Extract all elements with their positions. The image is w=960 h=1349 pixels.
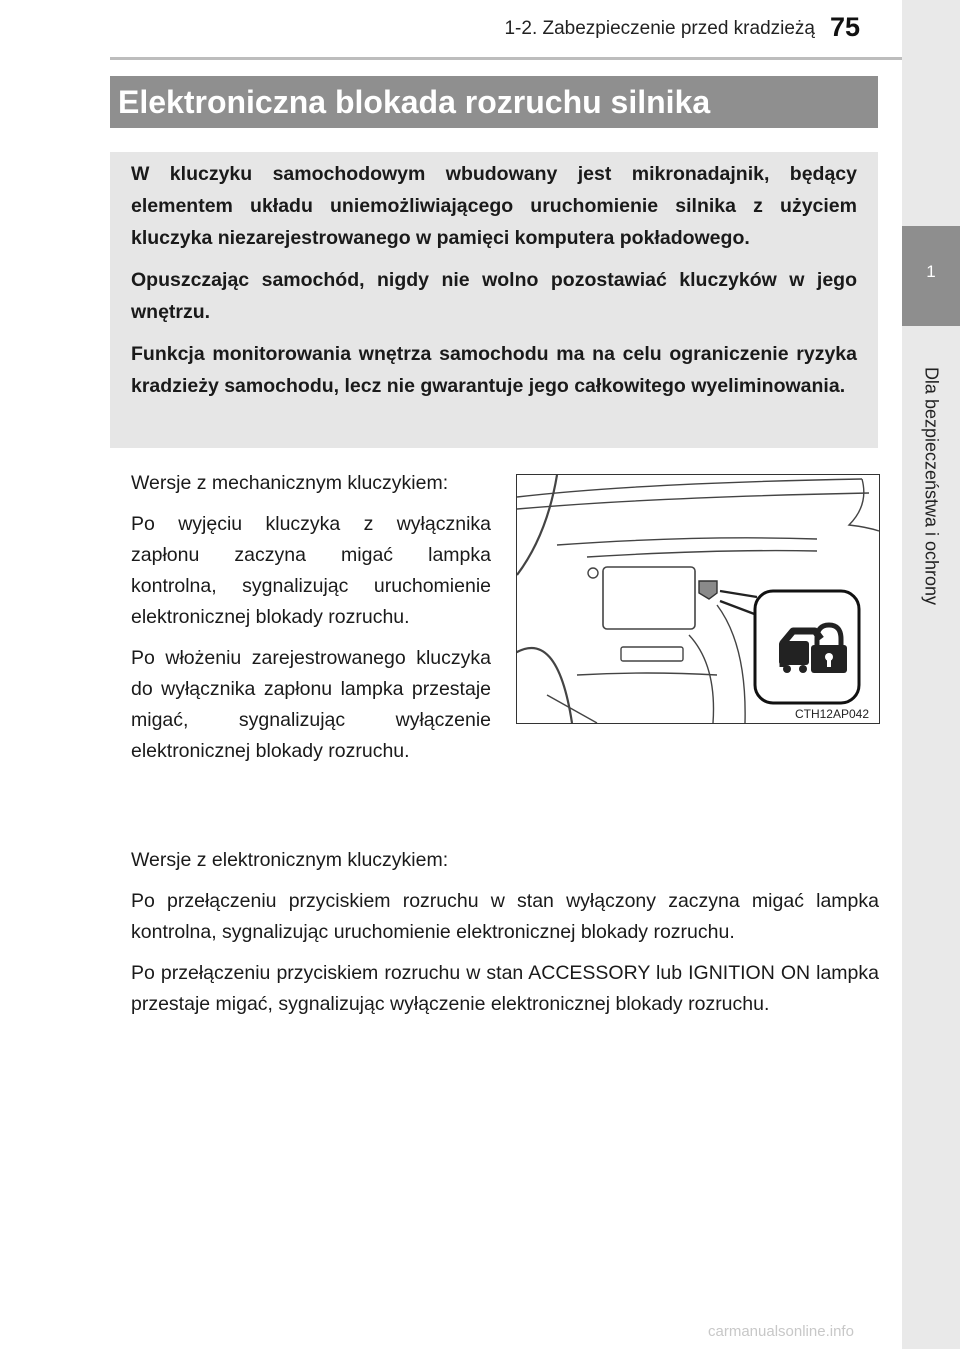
header-rule (110, 57, 902, 60)
body-paragraph: Po wyjęciu kluczyka z wyłącznika zapłonu zaczyna migać lampka kontrolna, sygnalizując uruchomienie elektronicznej blokady rozruchu. (131, 513, 491, 628)
side-thumb-strip (902, 0, 960, 1349)
body-paragraph: Po włożeniu zarejestrowanego kluczyka do wyłącznika zapłonu lampka przestaje migać, sygnalizując wyłączenie elektronicznej blokady rozruchu. (131, 647, 491, 762)
body-paragraph: Wersje z mechanicznym kluczykiem: (131, 472, 449, 494)
body-column-text (131, 468, 491, 777)
illustration-code: CTH12AP042 (794, 707, 869, 721)
summary-paragraph: Opuszczając samochód, nigdy nie wolno pozostawiać kluczyków w jego wnętrzu. (131, 269, 857, 323)
body-paragraph: Po przełączeniu przyciskiem rozruchu w stan ACCESSORY lub IGNITION ON lampka przestaje migać, sygnalizując wyłączenie elektronicznej blokady rozruchu. (131, 962, 879, 1015)
chapter-tab-number: 1 (926, 262, 936, 281)
page-title: Elektroniczna blokada rozruchu silnika (118, 84, 711, 120)
dashboard-drawing (517, 475, 879, 723)
body-paragraph: Po przełączeniu przyciskiem rozruchu w stan wyłączony zaczyna migać lampka kontrolna, sygnalizując uruchomienie elektronicznej blokady rozruchu. (131, 890, 879, 943)
summary-paragraph: W kluczyku samochodowym wbudowany jest mikronadajnik, będący elementem układu uniemożliwiającego uruchomienie silnika z użyciem kluczyka niezarejestrowanego w pamięci komputera pokładowego. (131, 163, 857, 249)
watermark: carmanualsonline.info (708, 1323, 854, 1340)
dashboard-illustration (516, 474, 880, 724)
body-full-text (131, 845, 879, 1030)
page-number: 75 (830, 12, 861, 42)
section-heading: 1-2. Zabezpieczenie przed kradzieżą (504, 18, 815, 39)
chapter-tab-label: Dla bezpieczeństwa i ochrony (921, 366, 942, 606)
summary-paragraph: Funkcja monitorowania wnętrza samochodu ma na celu ograniczenie ryzyka kradzieży samochodu, lecz nie gwarantuje jego całkowitego wyeliminowania. (131, 343, 857, 397)
summary-text (131, 158, 857, 412)
body-paragraph: Wersje z elektronicznym kluczykiem: (131, 849, 449, 871)
